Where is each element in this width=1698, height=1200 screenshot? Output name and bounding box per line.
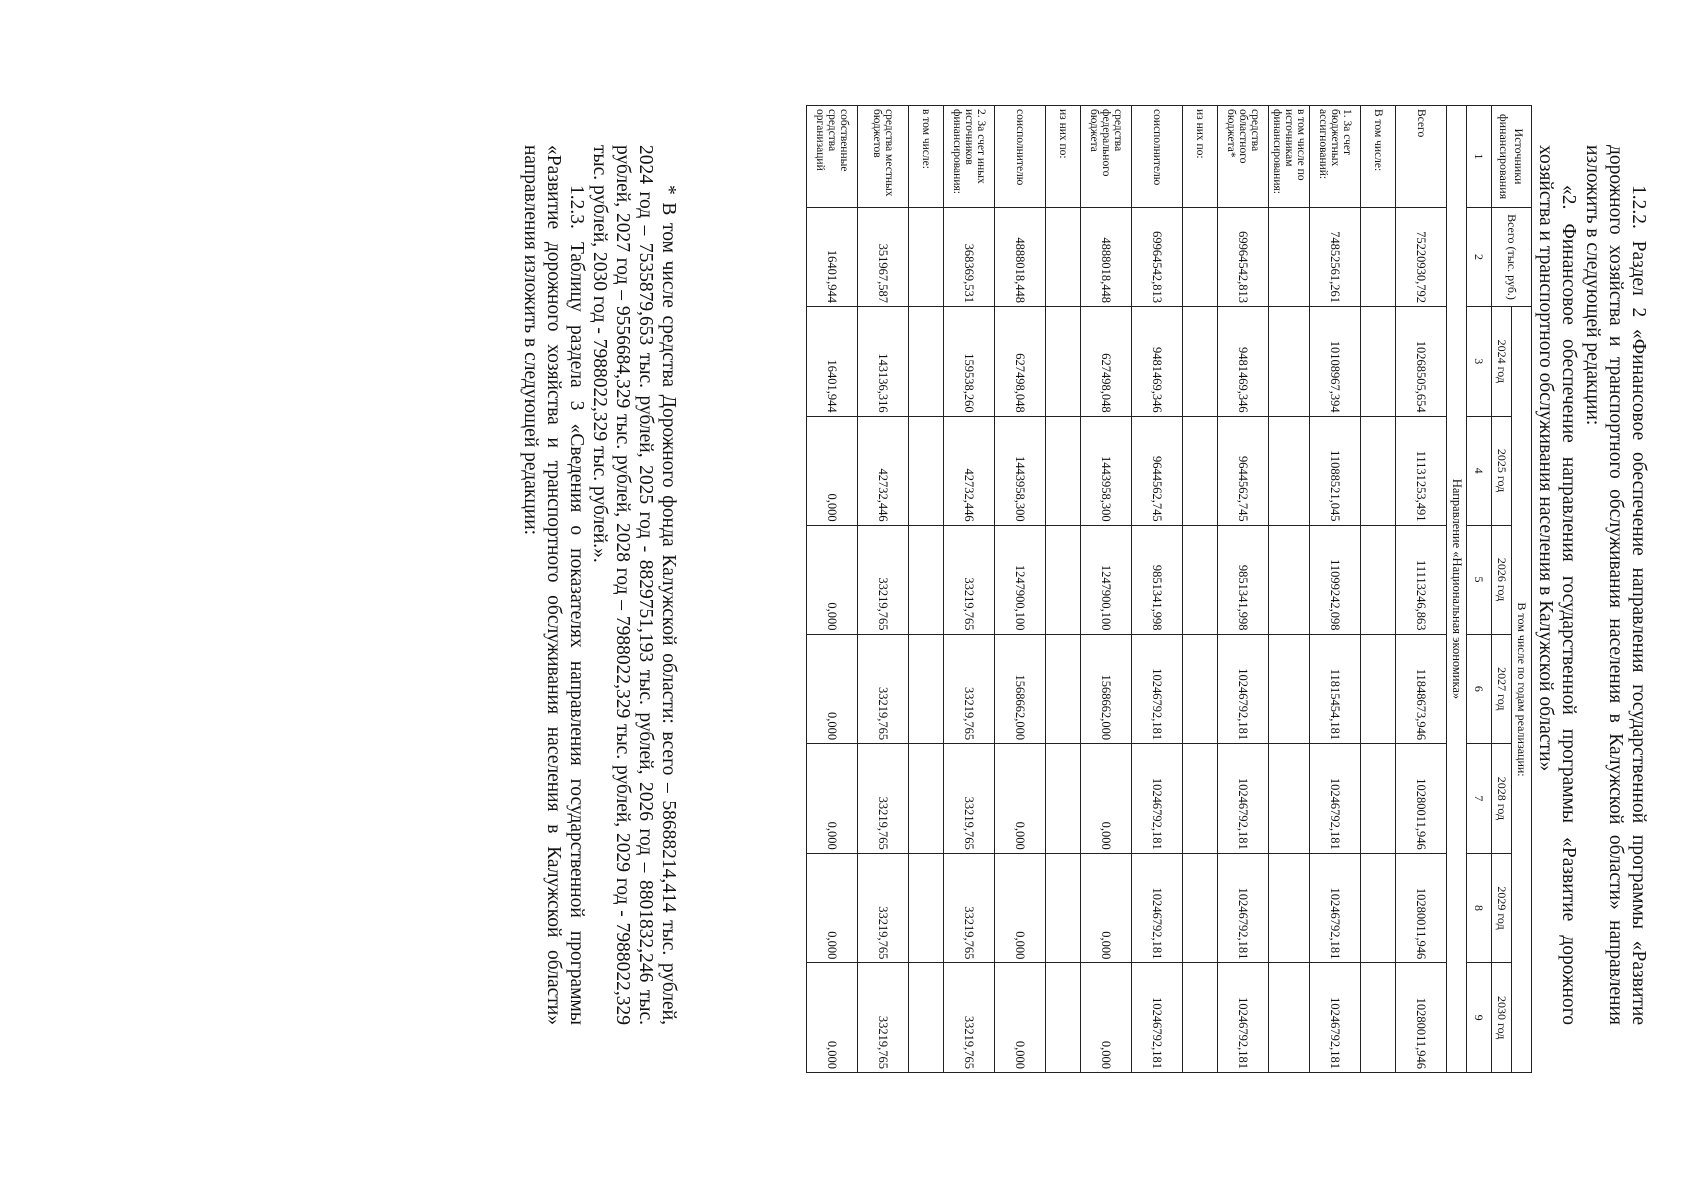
cell-year-value bbox=[1183, 525, 1218, 634]
cell-year-value: 1443958,300 bbox=[995, 416, 1046, 525]
cell-year-value bbox=[1183, 634, 1218, 744]
column-index: 9 bbox=[1467, 963, 1492, 1073]
cell-year-value bbox=[909, 416, 944, 525]
cell-year-value bbox=[1269, 744, 1310, 854]
cell-year-value bbox=[1046, 634, 1081, 744]
cell-year-value: 10246792,181 bbox=[1218, 853, 1269, 963]
header-year: 2024 год bbox=[1492, 307, 1512, 417]
cell-total: 16401,944 bbox=[807, 208, 858, 307]
row-label: 1. За счет бюджетных ассигнований: bbox=[1310, 106, 1361, 208]
cell-year-value bbox=[909, 744, 944, 854]
cell-total: 4888018,448 bbox=[1081, 208, 1132, 307]
cell-total bbox=[1046, 208, 1081, 307]
header-year: 2026 год bbox=[1492, 525, 1512, 634]
column-index: 8 bbox=[1467, 853, 1492, 963]
cell-year-value: 42732,446 bbox=[944, 416, 995, 525]
table-row bbox=[1310, 106, 1361, 1073]
table-row bbox=[1218, 106, 1269, 1073]
cell-year-value: 11099242,098 bbox=[1310, 525, 1361, 634]
row-label: средства местных бюджетов bbox=[858, 106, 909, 208]
cell-year-value: 0,000 bbox=[807, 744, 858, 854]
cell-year-value: 627498,048 bbox=[1081, 307, 1132, 417]
cell-year-value: 1247900,100 bbox=[1081, 525, 1132, 634]
cell-year-value: 9481469,346 bbox=[1218, 307, 1269, 417]
table-row bbox=[1132, 106, 1183, 1073]
row-label: средства областного бюджета* bbox=[1218, 106, 1269, 208]
row-label: 2. За счет иных источников финансирования: bbox=[944, 106, 995, 208]
cell-year-value bbox=[1361, 634, 1396, 744]
cell-year-value bbox=[1183, 963, 1218, 1073]
cell-year-value bbox=[909, 853, 944, 963]
cell-total: 74852561,261 bbox=[1310, 208, 1361, 307]
cell-year-value: 10246792,181 bbox=[1310, 744, 1361, 854]
cell-year-value: 10246792,181 bbox=[1132, 963, 1183, 1073]
cell-year-value bbox=[1046, 963, 1081, 1073]
header-year: 2030 год bbox=[1492, 963, 1512, 1073]
cell-total bbox=[1183, 208, 1218, 307]
cell-year-value bbox=[1046, 525, 1081, 634]
cell-year-value bbox=[1361, 416, 1396, 525]
table-row bbox=[1396, 106, 1447, 1073]
cell-year-value: 10246792,181 bbox=[1132, 634, 1183, 744]
cell-year-value: 1443958,300 bbox=[1081, 416, 1132, 525]
cell-year-value: 11131253,491 bbox=[1396, 416, 1447, 525]
cell-year-value: 9644562,745 bbox=[1218, 416, 1269, 525]
cell-year-value: 11088521,045 bbox=[1310, 416, 1361, 525]
cell-year-value: 10280011,946 bbox=[1396, 744, 1447, 854]
table-row bbox=[858, 106, 909, 1073]
cell-year-value: 9481469,346 bbox=[1132, 307, 1183, 417]
cell-total bbox=[1361, 208, 1396, 307]
header-year: 2027 год bbox=[1492, 634, 1512, 744]
cell-year-value: 11815454,181 bbox=[1310, 634, 1361, 744]
table-row bbox=[1046, 106, 1081, 1073]
cell-year-value bbox=[1361, 853, 1396, 963]
cell-year-value bbox=[1361, 525, 1396, 634]
column-index: 4 bbox=[1467, 416, 1492, 525]
header-total: Всего (тыс. руб.) bbox=[1492, 208, 1532, 307]
cell-year-value: 33219,765 bbox=[944, 525, 995, 634]
cell-year-value: 1568662,000 bbox=[1081, 634, 1132, 744]
cell-year-value: 0,000 bbox=[807, 634, 858, 744]
cell-total: 69964542,813 bbox=[1218, 208, 1269, 307]
cell-year-value bbox=[1046, 853, 1081, 963]
cell-year-value bbox=[1269, 416, 1310, 525]
cell-year-value: 11113246,863 bbox=[1396, 525, 1447, 634]
header-by-years: В том числе по годам реализации: bbox=[1512, 307, 1532, 1073]
cell-total: 69964542,813 bbox=[1132, 208, 1183, 307]
table-row bbox=[1183, 106, 1218, 1073]
cell-year-value: 0,000 bbox=[995, 963, 1046, 1073]
cell-year-value: 10246792,181 bbox=[1310, 853, 1361, 963]
column-index: 1 bbox=[1467, 106, 1492, 208]
cell-year-value: 10246792,181 bbox=[1310, 963, 1361, 1073]
cell-year-value bbox=[909, 963, 944, 1073]
cell-year-value: 33219,765 bbox=[858, 853, 909, 963]
cell-year-value: 1568662,000 bbox=[995, 634, 1046, 744]
cell-year-value: 0,000 bbox=[807, 963, 858, 1073]
row-label: в том числе по источникам финансирования: bbox=[1269, 106, 1310, 208]
cell-year-value: 9851341,998 bbox=[1218, 525, 1269, 634]
cell-year-value: 9851341,998 bbox=[1132, 525, 1183, 634]
cell-total bbox=[909, 208, 944, 307]
cell-year-value bbox=[1361, 963, 1396, 1073]
cell-year-value: 10280011,946 bbox=[1396, 963, 1447, 1073]
cell-year-value: 33219,765 bbox=[944, 744, 995, 854]
cell-year-value: 0,000 bbox=[995, 744, 1046, 854]
cell-year-value bbox=[1269, 307, 1310, 417]
cell-year-value bbox=[909, 634, 944, 744]
cell-year-value bbox=[1183, 744, 1218, 854]
cell-year-value bbox=[909, 307, 944, 417]
cell-year-value: 0,000 bbox=[807, 416, 858, 525]
cell-year-value: 159538,260 bbox=[944, 307, 995, 417]
cell-year-value bbox=[1269, 963, 1310, 1073]
cell-year-value bbox=[1046, 744, 1081, 854]
cell-year-value: 10246792,181 bbox=[1132, 853, 1183, 963]
cell-year-value: 10280011,946 bbox=[1396, 853, 1447, 963]
cell-year-value bbox=[1269, 634, 1310, 744]
row-label: в том числе: bbox=[909, 106, 944, 208]
table-row bbox=[909, 106, 944, 1073]
cell-year-value: 10108967,394 bbox=[1310, 307, 1361, 417]
table-row bbox=[1361, 106, 1396, 1073]
cell-year-value: 1247900,100 bbox=[995, 525, 1046, 634]
cell-year-value: 0,000 bbox=[995, 853, 1046, 963]
cell-year-value: 33219,765 bbox=[858, 963, 909, 1073]
cell-year-value bbox=[1183, 853, 1218, 963]
cell-year-value: 33219,765 bbox=[944, 853, 995, 963]
cell-year-value: 42732,446 bbox=[858, 416, 909, 525]
cell-year-value: 11848673,946 bbox=[1396, 634, 1447, 744]
cell-year-value: 10268505,654 bbox=[1396, 307, 1447, 417]
cell-total: 368369,531 bbox=[944, 208, 995, 307]
row-label: Всего bbox=[1396, 106, 1447, 208]
cell-total: 75220930,792 bbox=[1396, 208, 1447, 307]
row-label: собственные средства организаций bbox=[807, 106, 858, 208]
cell-year-value: 10246792,181 bbox=[1218, 744, 1269, 854]
row-label: из них по: bbox=[1046, 106, 1081, 208]
cell-total bbox=[1269, 208, 1310, 307]
header-year: 2025 год bbox=[1492, 416, 1512, 525]
header-year: 2029 год bbox=[1492, 853, 1512, 963]
table-row bbox=[995, 106, 1046, 1073]
section-title: Направление «Национальная экономика» bbox=[1447, 106, 1467, 1073]
row-label: из них по: bbox=[1183, 106, 1218, 208]
cell-year-value: 33219,765 bbox=[858, 634, 909, 744]
cell-year-value: 33219,765 bbox=[858, 744, 909, 854]
cell-year-value: 143136,316 bbox=[858, 307, 909, 417]
column-index: 2 bbox=[1467, 208, 1492, 307]
paragraph-1-2-3: 1.2.3. Таблицу раздела 3 «Сведения о показателях направления государственной программы «Развитие дорожного хозяйства и транспортного обслуживания населения в Калужской области» направления изложить в следующей редакции: bbox=[520, 145, 587, 1025]
table-row bbox=[1081, 106, 1132, 1073]
paragraph-1-2-2: 1.2.2. Раздел 2 «Финансовое обеспечение направления государственной программы «Развитие дорожного хозяйства и транспортного обслуживания населения в Калужской области» направления изложить в следующей редакции: bbox=[1582, 145, 1649, 1025]
row-label: соисполнителю bbox=[995, 106, 1046, 208]
cell-year-value bbox=[909, 525, 944, 634]
cell-year-value: 9644562,745 bbox=[1132, 416, 1183, 525]
footnote: * В том числе средства Дорожного фонда Калужской области: всего – 58688214,414 тыс. рублей, 2024 год – 7535879,653 тыс. рублей, 2025 год - 8829751,193 тыс. рублей, 2026 год – 8801832,246 тыс. рублей, 2027 год – 9556684,329 тыс. рублей, 2028 год – 7988022,329 тыс. рублей, 2029 год - 7988022,329 тыс. рублей, 2030 год - 7988022,329 тыс. рублей.». bbox=[589, 145, 679, 1025]
column-index: 5 bbox=[1467, 525, 1492, 634]
cell-year-value: 0,000 bbox=[1081, 853, 1132, 963]
cell-year-value bbox=[1361, 744, 1396, 854]
cell-year-value bbox=[1361, 307, 1396, 417]
row-label: В том числе: bbox=[1361, 106, 1396, 208]
cell-year-value: 0,000 bbox=[1081, 744, 1132, 854]
cell-year-value: 0,000 bbox=[807, 525, 858, 634]
cell-year-value: 16401,944 bbox=[807, 307, 858, 417]
header-source: Источники финансирования bbox=[1492, 106, 1532, 208]
table-row bbox=[944, 106, 995, 1073]
table-row bbox=[1269, 106, 1310, 1073]
cell-year-value: 0,000 bbox=[807, 853, 858, 963]
cell-total: 4888018,448 bbox=[995, 208, 1046, 307]
column-index: 7 bbox=[1467, 744, 1492, 854]
cell-year-value: 33219,765 bbox=[944, 634, 995, 744]
cell-total: 351967,587 bbox=[858, 208, 909, 307]
cell-year-value bbox=[1269, 525, 1310, 634]
row-label: соисполнителю bbox=[1132, 106, 1183, 208]
cell-year-value bbox=[1183, 307, 1218, 417]
header-year: 2028 год bbox=[1492, 744, 1512, 854]
cell-year-value: 33219,765 bbox=[944, 963, 995, 1073]
financing-table bbox=[806, 105, 1532, 1073]
cell-year-value bbox=[1046, 307, 1081, 417]
column-index: 6 bbox=[1467, 634, 1492, 744]
row-label: средства федерального бюджета bbox=[1081, 106, 1132, 208]
section-heading: «2. Финансовое обеспечение направления государственной программы «Развитие дорожного хозяйства и транспортного обслуживания населения в Калужской области» bbox=[1535, 145, 1579, 1025]
table-row bbox=[807, 106, 858, 1073]
cell-year-value: 10246792,181 bbox=[1218, 634, 1269, 744]
cell-year-value: 10246792,181 bbox=[1132, 744, 1183, 854]
cell-year-value: 0,000 bbox=[1081, 963, 1132, 1073]
cell-year-value bbox=[1269, 853, 1310, 963]
cell-year-value: 10246792,181 bbox=[1218, 963, 1269, 1073]
cell-year-value bbox=[1046, 416, 1081, 525]
column-index: 3 bbox=[1467, 307, 1492, 417]
cell-year-value bbox=[1183, 416, 1218, 525]
cell-year-value: 627498,048 bbox=[995, 307, 1046, 417]
cell-year-value: 33219,765 bbox=[858, 525, 909, 634]
